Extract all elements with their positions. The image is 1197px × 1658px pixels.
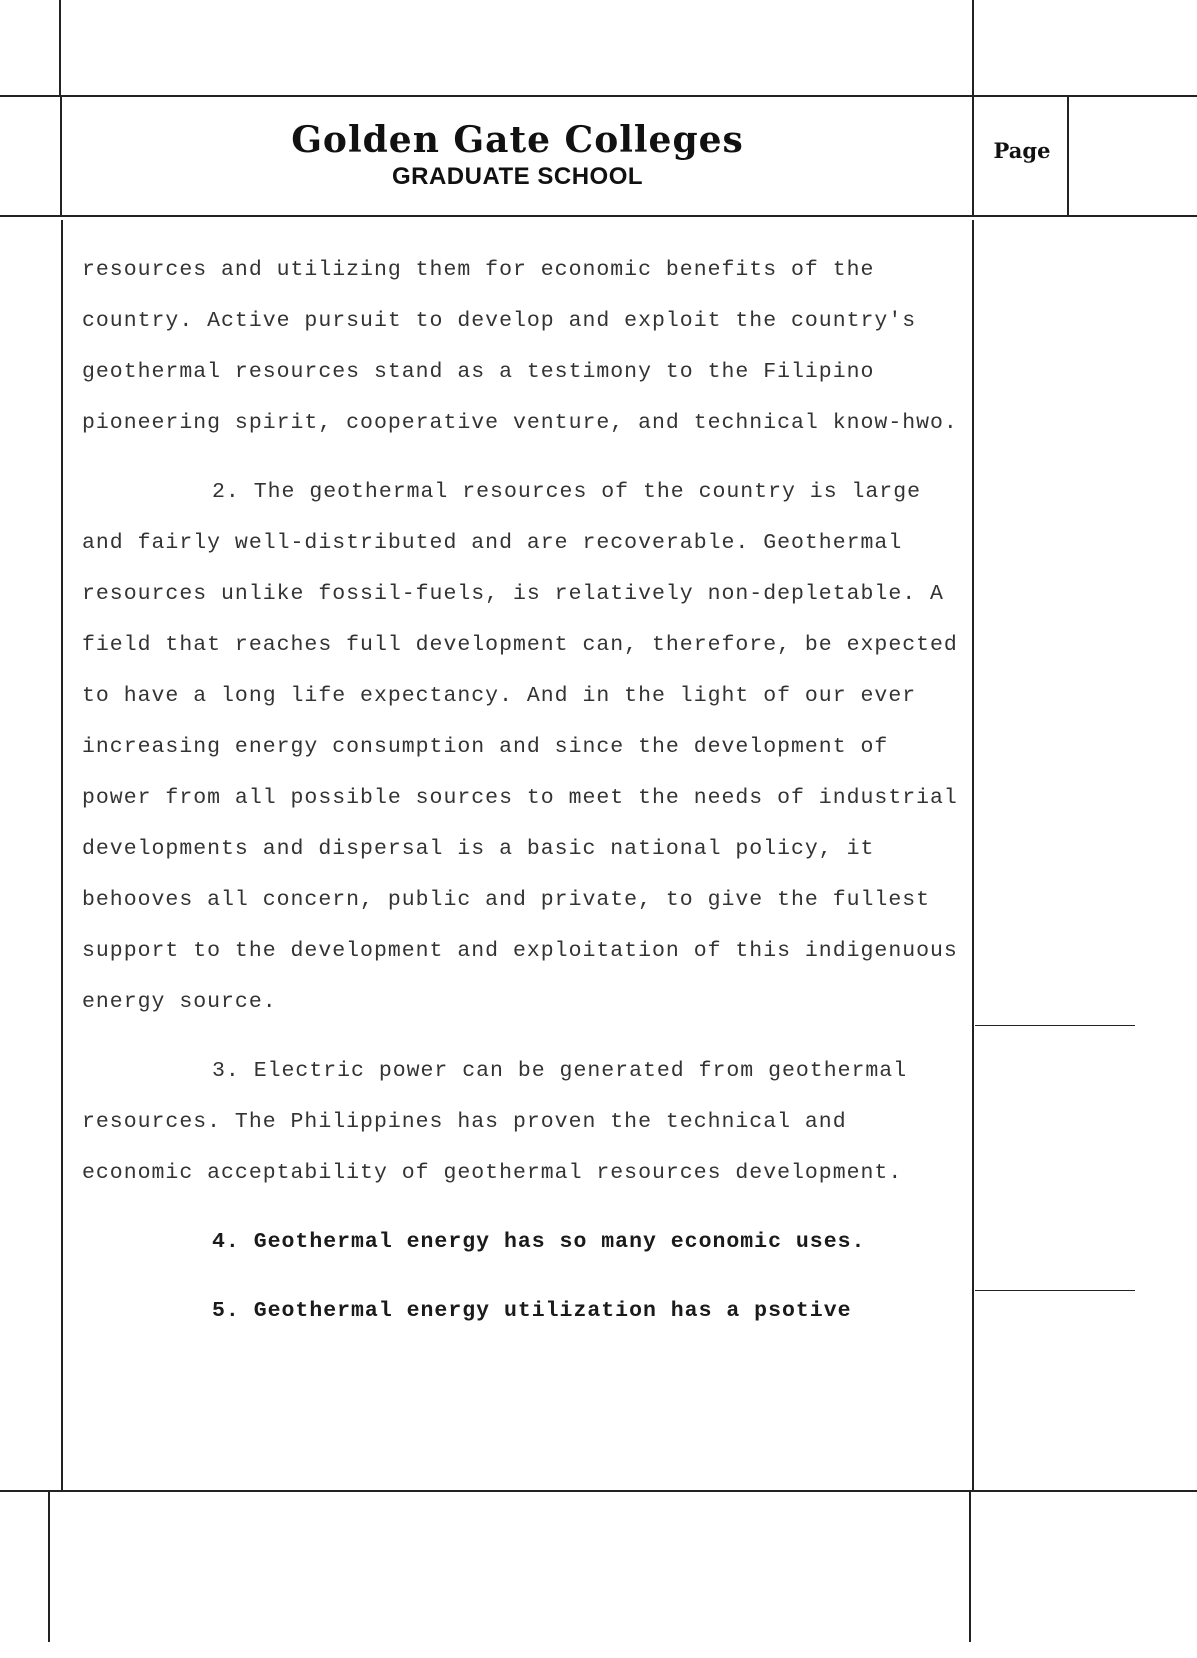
paragraph-item-2: 2. The geothermal resources of the country is large and fairly well-distributed and are recoverable. Geothermal resources unlike fossil-fuels, is relatively non-depletable. A field that reaches full development can, therefore, be expected to have a long life expectancy. And in the light of our ever increasing energy consumption and since the development of power from all possible sources to meet the needs of industrial developments and dispersal is a basic national policy, it behooves all concern, public and private, to give the fullest support to the development and exploitation of this indigenuous energy source.: [82, 480, 958, 1014]
document-body: [82, 245, 962, 1337]
frame-left-line-top: [59, 0, 61, 95]
frame-right-line-top: [972, 0, 974, 95]
header-bottom-rule: [0, 215, 1197, 217]
paragraph-continuation: resources and utilizing them for economic benefits of the country. Active pursuit to develop and exploit the country's geothermal resources stand as a testimony to the Filipino pioneering spirit, cooperative venture, and technical know-hwo.: [82, 258, 958, 435]
footer-right-line: [969, 1492, 971, 1642]
body-left-margin-line: [61, 220, 63, 1490]
school-name: GRADUATE SCHOOL: [391, 163, 644, 190]
page-box-right-line: [1067, 97, 1069, 215]
footer-left-line: [48, 1492, 50, 1642]
paragraph-item-5: 5. Geothermal energy utilization has a psotive: [212, 1299, 852, 1323]
college-name: Golden Gate Colleges: [291, 119, 744, 161]
letterhead: [60, 118, 975, 192]
paragraph-item-4: 4. Geothermal energy has so many economic uses.: [212, 1230, 866, 1254]
paragraph-item-3: 3. Electric power can be generated from geothermal resources. The Philippines has proven the technical and economic acceptability of geothermal resources development.: [82, 1059, 908, 1185]
header-top-rule: [0, 95, 1197, 97]
side-column-rule-2: [975, 1290, 1135, 1291]
page-number-label: Page: [993, 138, 1051, 163]
body-right-margin-line: [972, 220, 974, 1490]
side-column-rule-1: [975, 1025, 1135, 1026]
footer-top-rule: [0, 1490, 1197, 1492]
